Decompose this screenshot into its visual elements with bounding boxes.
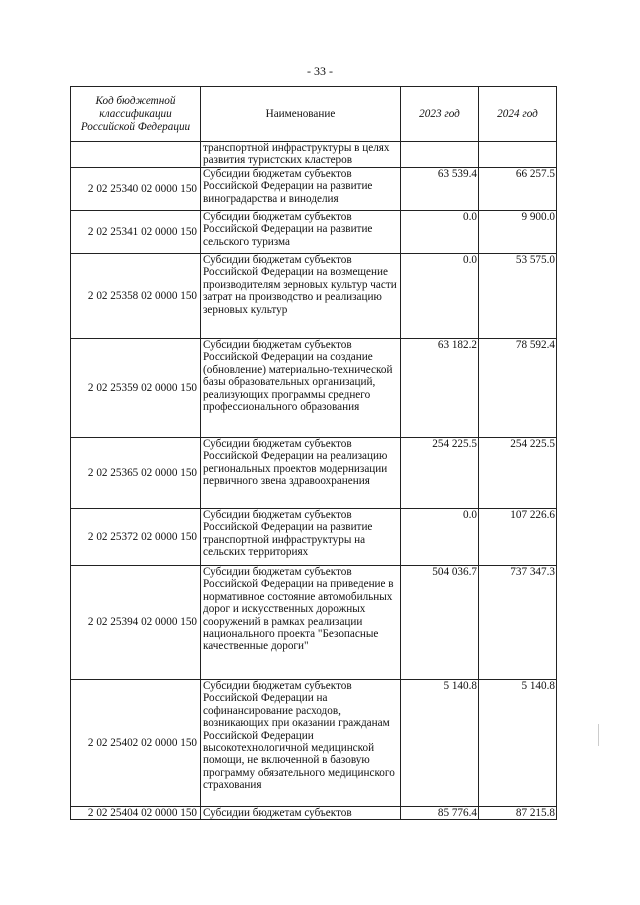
table-row <box>71 807 557 820</box>
row-value-2023: 85 776.4 <box>401 807 479 820</box>
budget-table <box>70 86 557 820</box>
table-row <box>71 680 557 807</box>
row-value-2023: 63 182.2 <box>401 339 479 438</box>
row-name: Субсидии бюджетам субъектов Российской Федерации на приведение в нормативное состояние автомобильных дорог и искусственных дорожных сооружений в рамках реализации национального проекта "Безопасные качественные дороги" <box>201 566 401 680</box>
row-name: Субсидии бюджетам субъектов Российской Федерации на реализацию региональных проектов модернизации первичного звена здравоохранения <box>201 438 401 509</box>
header-2024: 2024 год <box>479 87 557 142</box>
row-name: Субсидии бюджетам субъектов Российской Федерации на создание (обновление) материально-технической базы образовательных организаций, реализующих программы среднего профессионального образования <box>201 339 401 438</box>
row-code: 2 02 25372 02 0000 150 <box>71 509 201 566</box>
row-value-2023: 504 036.7 <box>401 566 479 680</box>
row-value-2024: 53 575.0 <box>479 254 557 339</box>
header-name: Наименование <box>201 87 401 142</box>
table-header-row <box>71 87 557 142</box>
table-row <box>71 142 557 168</box>
row-name: Субсидии бюджетам субъектов Российской Федерации на развитие сельского туризма <box>201 211 401 254</box>
row-value-2023: 0.0 <box>401 211 479 254</box>
row-name: Субсидии бюджетам субъектов <box>201 807 401 820</box>
row-value-2023: 0.0 <box>401 509 479 566</box>
row-name: Субсидии бюджетам субъектов Российской Федерации на развитие виноградарства и виноделия <box>201 168 401 211</box>
scan-edge-mark <box>598 724 599 746</box>
row-value-2024: 107 226.6 <box>479 509 557 566</box>
row-value-2024: 737 347.3 <box>479 566 557 680</box>
row-code <box>71 142 201 168</box>
row-code: 2 02 25402 02 0000 150 <box>71 680 201 807</box>
row-value-2023 <box>401 142 479 168</box>
row-name: Субсидии бюджетам субъектов Российской Федерации на возмещение производителям зерновых культур части затрат на производство и реализацию зерновых культур <box>201 254 401 339</box>
row-value-2024 <box>479 142 557 168</box>
row-value-2023: 63 539.4 <box>401 168 479 211</box>
row-value-2024: 87 215.8 <box>479 807 557 820</box>
row-code: 2 02 25404 02 0000 150 <box>71 807 201 820</box>
header-2023: 2023 год <box>401 87 479 142</box>
row-value-2023: 0.0 <box>401 254 479 339</box>
row-name: Субсидии бюджетам субъектов Российской Федерации на софинансирование расходов, возникающих при оказании гражданам Российской Федерации высокотехнологичной медицинской помощи, не включенной в базовую программу обязательного медицинского страхования <box>201 680 401 807</box>
table-row <box>71 211 557 254</box>
table-row <box>71 566 557 680</box>
table-row <box>71 509 557 566</box>
row-code: 2 02 25340 02 0000 150 <box>71 168 201 211</box>
table-row <box>71 339 557 438</box>
page-number: - 33 - <box>307 64 333 78</box>
row-value-2024: 78 592.4 <box>479 339 557 438</box>
row-code: 2 02 25359 02 0000 150 <box>71 339 201 438</box>
header-code: Код бюджетной классификации Российской Федерации <box>71 87 201 142</box>
row-code: 2 02 25341 02 0000 150 <box>71 211 201 254</box>
row-value-2023: 254 225.5 <box>401 438 479 509</box>
row-value-2024: 5 140.8 <box>479 680 557 807</box>
row-code: 2 02 25394 02 0000 150 <box>71 566 201 680</box>
row-value-2024: 66 257.5 <box>479 168 557 211</box>
row-code: 2 02 25365 02 0000 150 <box>71 438 201 509</box>
table-row <box>71 168 557 211</box>
row-name: Субсидии бюджетам субъектов Российской Федерации на развитие транспортной инфраструктуры на сельских территориях <box>201 509 401 566</box>
row-value-2024: 254 225.5 <box>479 438 557 509</box>
table-row <box>71 254 557 339</box>
row-value-2024: 9 900.0 <box>479 211 557 254</box>
table-row <box>71 438 557 509</box>
row-value-2023: 5 140.8 <box>401 680 479 807</box>
row-code: 2 02 25358 02 0000 150 <box>71 254 201 339</box>
row-name: транспортной инфраструктуры в целях развития туристских кластеров <box>201 142 401 168</box>
